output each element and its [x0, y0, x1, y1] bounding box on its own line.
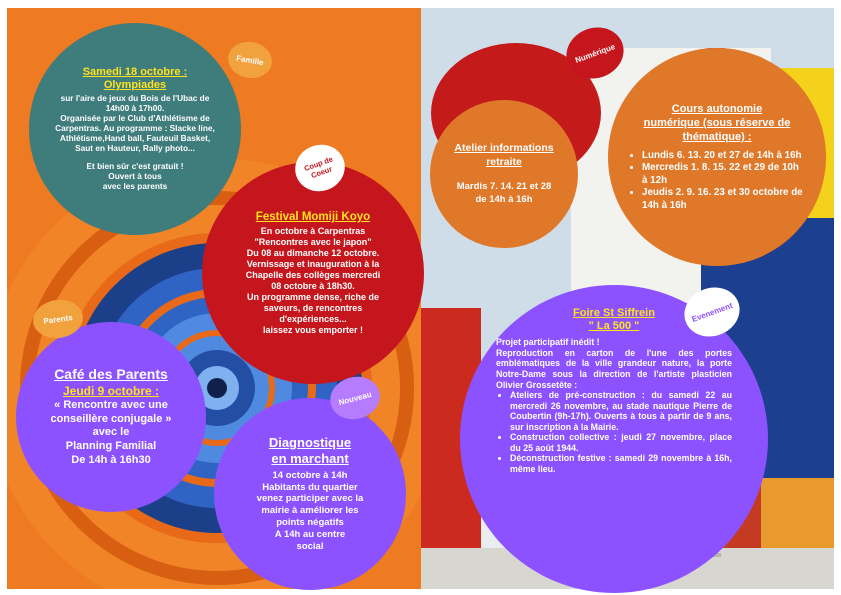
diagnostique-line: A 14h au centre	[274, 529, 346, 541]
parents-line: « Rencontre avec une	[54, 398, 168, 411]
evenement-tag: Evenement	[677, 280, 746, 344]
parents-title: Café des Parents	[54, 366, 168, 383]
cafe-des-parents-bubble	[16, 322, 206, 512]
nouveau-tag: Nouveau	[325, 371, 384, 425]
parents-date: Jeudi 9 octobre :	[62, 383, 160, 398]
numerique-schedule-item: • Jeudis 2. 9. 16. 23 et 30 octobre de 14h à 16h	[642, 187, 806, 212]
momiji-title: Festival Momiji Koyo	[255, 211, 371, 224]
coup-de-coeur-tag: Coup de Coeur	[289, 138, 352, 198]
foire-intro-description: Reproduction en carton de l'une des portes emblématiques de la ville grandeur nature, la porte Notre-Dame sous la direction de l'artiste plasticien Olivier Grossetête :	[496, 347, 732, 390]
olympiades-line: Organisée par le Club d'Athlétisme de	[60, 113, 210, 124]
foire-program-list	[496, 390, 732, 474]
diagnostique-line: 14 octobre à 14h	[272, 469, 348, 481]
foire-title-line2: " La 500 "	[588, 320, 640, 333]
olympiades-line: Carpentras. Au programme : Slacke line,	[55, 123, 215, 134]
retraite-title-line2: retraite	[486, 155, 522, 168]
numerique-schedule-list	[628, 150, 806, 213]
olympiades-free-line: Ouvert à tous	[108, 171, 162, 182]
momiji-line: Vernissage et inauguration à la	[246, 259, 380, 270]
diagnostique-title-line2: en marchant	[271, 451, 349, 467]
retraite-line: Mardis 7. 14. 21 et 28	[456, 181, 552, 193]
retraite-title-line1: Atelier informations	[454, 142, 554, 155]
momiji-line: 08 octobre à 18h30.	[271, 281, 355, 291]
momiji-line: "Rencontres avec le japon"	[254, 237, 372, 248]
diagnostique-line: venez participer avec la	[256, 493, 364, 505]
numerique-schedule-item: • Mercredis 1. 8. 15. 22 et 29 de 10h à 12h	[642, 162, 806, 187]
diagnostique-line: mairie à améliorer les	[261, 505, 359, 517]
momiji-line: saveurs, de rencontres	[263, 302, 363, 313]
numerique-tag: Numérique	[559, 20, 631, 87]
numerique-title-line1: Cours autonomie	[671, 102, 763, 115]
olympiades-title-line1: Samedi 18 octobre :	[82, 66, 188, 79]
parents-line: conseillère conjugale »	[50, 412, 172, 425]
famille-tag: Famille	[225, 38, 275, 81]
diagnostique-line: points négatifs	[276, 517, 344, 529]
parents-tag: Parents	[31, 297, 86, 342]
retraite-line: de 14h à 16h	[475, 193, 533, 205]
foire-intro-line: Projet participatif inédit !	[496, 337, 600, 348]
foire-program-item: • Ateliers de pré-construction : du samedi 22 au mercredi 26 novembre, au stade nautique Pierre de Coubertin (9h-17h). Ouverts à tous à partir de 9 ans, sur inscription à la Mairie.	[510, 390, 732, 432]
parents-line: avec le	[92, 426, 130, 439]
olympiades-title-line2: Olympiades	[103, 79, 167, 92]
momiji-line: Du 08 au dimanche 12 octobre.	[246, 248, 380, 259]
momiji-line: Un programme dense, riche de	[246, 291, 380, 302]
atelier-retraite-bubble	[430, 100, 578, 248]
momiji-line: Chapelle des collèges mercredi	[245, 270, 381, 281]
diagnostique-bubble	[214, 398, 406, 590]
olympiades-free-line: Et bien sûr c'est gratuit !	[86, 161, 184, 172]
olympiades-bubble	[29, 23, 241, 235]
olympiades-line: Athlétisme,Hand ball, Fauteuil Basket,	[59, 133, 211, 144]
numerique-schedule-item: • Lundis 6. 13. 20 et 27 de 14h à 16h	[642, 150, 806, 163]
olympiades-line: 14h00 à 17h00.	[105, 103, 165, 114]
parents-line: De 14h à 16h30	[71, 453, 151, 466]
olympiades-line: Saut en Hauteur, Rally photo...	[75, 143, 195, 154]
momiji-line: En octobre à Carpentras	[260, 226, 366, 237]
diagnostique-line: social	[296, 540, 324, 552]
foire-program-item: • Déconstruction festive : samedi 29 novembre à 16h, même lieu.	[510, 453, 732, 474]
foire-program-item: • Construction collective : jeudi 27 novembre, place du 25 août 1944.	[510, 432, 732, 453]
diagnostique-line: Habitants du quartier	[262, 481, 358, 493]
numerique-title-line3: thématique) :	[682, 130, 752, 143]
momiji-line: laissez vous emporter !	[262, 324, 364, 335]
olympiades-line: sur l'aire de jeux du Bois de l'Ubac de	[60, 93, 210, 104]
cours-numerique-bubble	[608, 48, 826, 266]
olympiades-free-line: avec les parents	[102, 181, 168, 192]
numerique-title-line2: numérique (sous réserve de	[643, 116, 791, 129]
momiji-line: d'expériences...	[279, 313, 347, 324]
foire-title-line1: Foire St Siffrein	[573, 307, 655, 319]
momiji-koyo-bubble	[202, 162, 424, 384]
diagnostique-title-line1: Diagnostique	[268, 435, 352, 451]
parents-line: Planning Familial	[65, 440, 157, 453]
